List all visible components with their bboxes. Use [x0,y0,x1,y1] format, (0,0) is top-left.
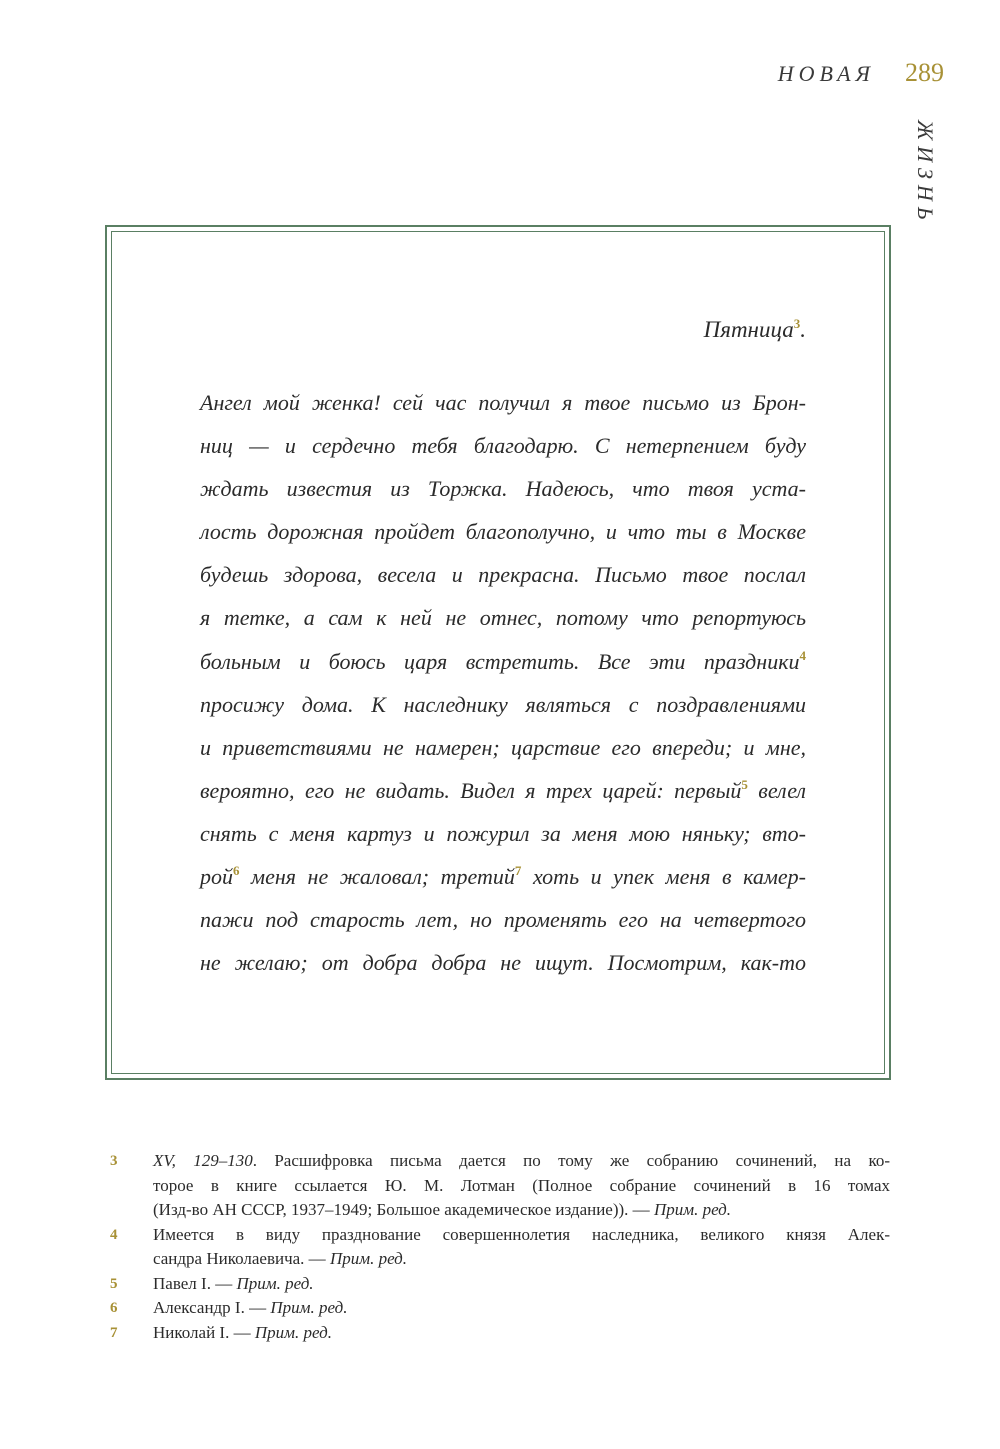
footnote-text [153,1296,890,1321]
editor-note: Прим. ред. [329,1249,408,1268]
letter-line: лость дорожная пройдет благополучно, и что ты в Москве [200,519,806,545]
letter-line: я тетке, а сам к ней не отнес, потому что репортуюсь [200,605,806,631]
footnote-text [153,1223,890,1272]
letter-line [200,640,806,683]
footnote [110,1149,890,1223]
footnote [110,1321,890,1346]
footnote-line [153,1247,890,1272]
letter-body [200,308,806,984]
footnote-text [153,1272,890,1297]
footnote-number: 7 [110,1324,118,1341]
footnote-line [153,1149,890,1174]
editor-note: Прим. ред. [236,1273,314,1293]
footnote-line-text: Павел I. — [153,1273,237,1293]
footnotes [110,1149,890,1345]
page-number: 289 [905,58,944,87]
letter-line: ниц — и сердечно тебя благодарю. С нетерпением буду [200,433,806,459]
letter-line: пажи под старость лет, но променять его на четвертого [200,907,806,933]
letter-line-text: больным и боюсь царя встретить. Все эти праздники [200,648,800,674]
letter-line: и приветствиями не намерен; царствие его впереди; и мне, [200,734,806,760]
footnote-line [153,1198,890,1223]
footnote-line-text: . Расшифровка письма дается по тому же собранию сочинений, на ко- [252,1151,890,1170]
footnote-line: Имеется в виду празднование совершеннолетия наследника, великого князя Алек- [153,1224,890,1244]
footnote-ref[interactable]: 6 [233,863,240,879]
footnote-ref[interactable]: 5 [741,776,748,792]
running-head [778,58,944,88]
dateline-text: Пятница [703,317,794,342]
footnote-ref[interactable]: 3 [793,316,801,331]
footnote [110,1223,890,1272]
letter-line: снять с меня картуз и пожурил за меня мою няньку; вто- [200,820,806,846]
footnote-line-text: (Изд-во АН СССР, 1937–1949; Большое академическое издание)). — [153,1200,654,1219]
letter-line: ждать известия из Торжка. Надеюсь, что твоя уста- [200,476,806,502]
letter-dateline: Пятница$^3$. [703,316,806,342]
footnote-number: 5 [110,1275,118,1292]
letter-line: будешь здорова, весела и прекрасна. Письмо твое послал [200,562,806,588]
footnote-source: XV, 129–130 [153,1151,253,1170]
letter-line-text: вероятно, его не видать. Видел я трех царей: первый [200,777,742,803]
letter-line: Ангел мой женка! сей час получил я твое письмо из Брон- [200,390,806,415]
footnote-line-text: Николай I. — [153,1322,255,1342]
footnote-number: 4 [110,1226,118,1243]
letter-line-text: велел [747,777,807,803]
section-title: НОВАЯ [777,61,875,86]
footnote-line-text: сандра Николаевича. — [153,1249,330,1268]
footnote-number: 6 [110,1300,118,1316]
footnote-line: торое в книге ссылается Ю. М. Лотман (Полное собрание сочинений в 16 томах [153,1175,890,1195]
letter-line: просижу дома. К наследнику являться с поздравлениями [200,691,806,717]
footnote-text [153,1149,890,1223]
footnote-ref[interactable]: 7 [514,863,522,879]
letter-line-text: рой [200,864,233,890]
footnote-line-text: Александр I. — [153,1298,271,1317]
editor-note: Прим. ред. [653,1200,732,1219]
footnote [110,1272,890,1297]
letter-line: не желаю; от добра добра не ищут. Посмотрим, как-то [200,950,806,976]
letter-line-text: хоть и упек меня в камер- [521,864,806,890]
footnote-ref[interactable]: 4 [799,647,806,663]
section-title-vertical: ЖИЗНЬ [913,120,938,226]
footnote [110,1296,890,1321]
letter-line [200,769,806,812]
letter-line-text: меня не жаловал; третий [239,864,515,890]
letter-text [200,381,806,984]
footnote-number: 3 [110,1153,118,1169]
footnote-text [153,1321,890,1346]
letter-line [200,855,806,898]
editor-note: Прим. ред. [254,1322,332,1342]
editor-note: Прим. ред. [270,1298,348,1317]
